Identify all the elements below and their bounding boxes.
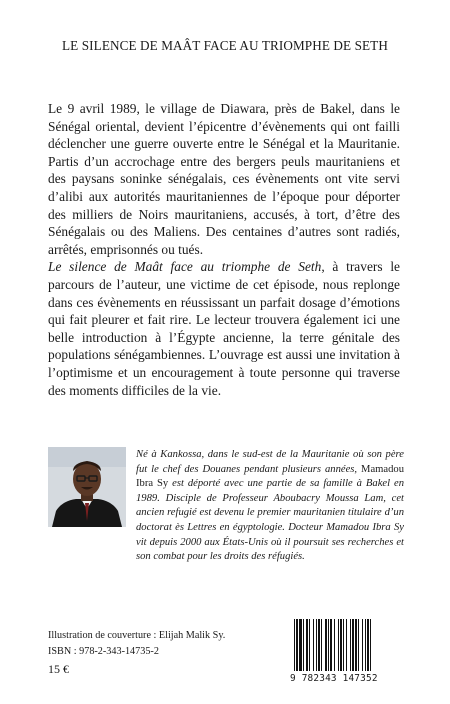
barcode-bar [350, 619, 351, 671]
author-photo [48, 447, 126, 527]
bio-part-1: Né à Kankossa, dans le sud-est de la Mauritanie où son père fut le chef des Douanes pendant plusieurs années, [136, 449, 404, 475]
synopsis-paragraph-2 [48, 258, 400, 399]
barcode-bar [334, 619, 335, 671]
barcode-bar [338, 619, 339, 671]
barcode-bar [316, 619, 317, 671]
barcode-bar [343, 619, 344, 671]
book-title: LE SILENCE DE MAÂT FACE AU TRIOMPHE DE SETH [62, 38, 388, 53]
author-bio [136, 448, 404, 565]
barcode-bar [306, 619, 308, 671]
barcode-bar [358, 619, 359, 671]
credits [48, 628, 225, 659]
illustration-credit: Illustration de couverture : Elijah Malik Sy. [48, 630, 226, 641]
barcode-bar [330, 619, 332, 671]
barcode-bar [303, 619, 304, 671]
barcode-bar [328, 619, 329, 671]
barcode-bar [296, 619, 298, 671]
barcode-bar [313, 619, 314, 671]
synopsis-paragraph-2-text: , à travers le parcours de l’auteur, une victime de cet épisode, nous replonge dans ces évènements en réussissant un parfait dosage d’émotions qui fait pleurer et fait rire. Le lecteur trouvera également ici une belle introduction à l’Égypte ancienne, la terre génitale des populations sénégambiennes. L’ouvrage est aussi une invitation à l’optimisme et un encouragement à toute personne qui traverse des moments difficiles de la vie. [48, 259, 400, 398]
isbn: ISBN : 978-2-343-14735-2 [48, 645, 159, 657]
barcode-bar [355, 619, 357, 671]
barcode-bar [352, 619, 354, 671]
barcode-digits: 9 782343 147352 [290, 673, 378, 684]
barcode-bar [340, 619, 342, 671]
barcode-bar [362, 619, 363, 671]
barcode-bars [290, 617, 404, 673]
barcode-bar [370, 619, 371, 671]
barcode-bar [365, 619, 366, 671]
barcode-bar [325, 619, 327, 671]
barcode-bar [321, 619, 322, 671]
synopsis [48, 100, 400, 399]
barcode-bar [346, 619, 347, 671]
price: 15 € [48, 662, 69, 676]
bio-part-2: est déporté avec une partie de sa famille à Bakel en 1989. Disciple de Professeur Aboubacry Moussa Lam, cet ancien refugié est devenu le premier mauritanien titulaire d’un doctorat ès Lettres en égyptologie. Docteur Mamadou Ibra Sy vit depuis 2000 aux États-Unis où il poursuit ses recherches et son combat pour les droits des réfugiés. [136, 478, 404, 563]
barcode-bar [318, 619, 320, 671]
synopsis-paragraph-1: Le 9 avril 1989, le village de Diawara, près de Bakel, dans le Sénégal oriental, devient l’épicentre d’évènements qui ont failli déclencher une guerre ouverte entre le Sénégal et la Mauritanie. Partis d’un accrochage entre des bergers peuls mauritaniens et des paysans soninke sénégalais, ces évènements ont vite servi d’alibi aux autorités mauritaniennes de l’époque pour déporter des milliers de Noirs mauritaniens, accusés, à tort, d’être des Sénégalais ou des Maliens. Des centaines d’autres sont radiés, arrêtés, emprisonnés ou tués. [48, 101, 400, 257]
bio-author-name: Mamadou Ibra Sy [136, 463, 404, 490]
barcode-bar [309, 619, 310, 671]
barcode-bar [294, 619, 295, 671]
synopsis-book-title: Le silence de Maât face au triomphe de Seth [48, 259, 322, 275]
barcode-bar [367, 619, 369, 671]
barcode-bar [299, 619, 302, 671]
